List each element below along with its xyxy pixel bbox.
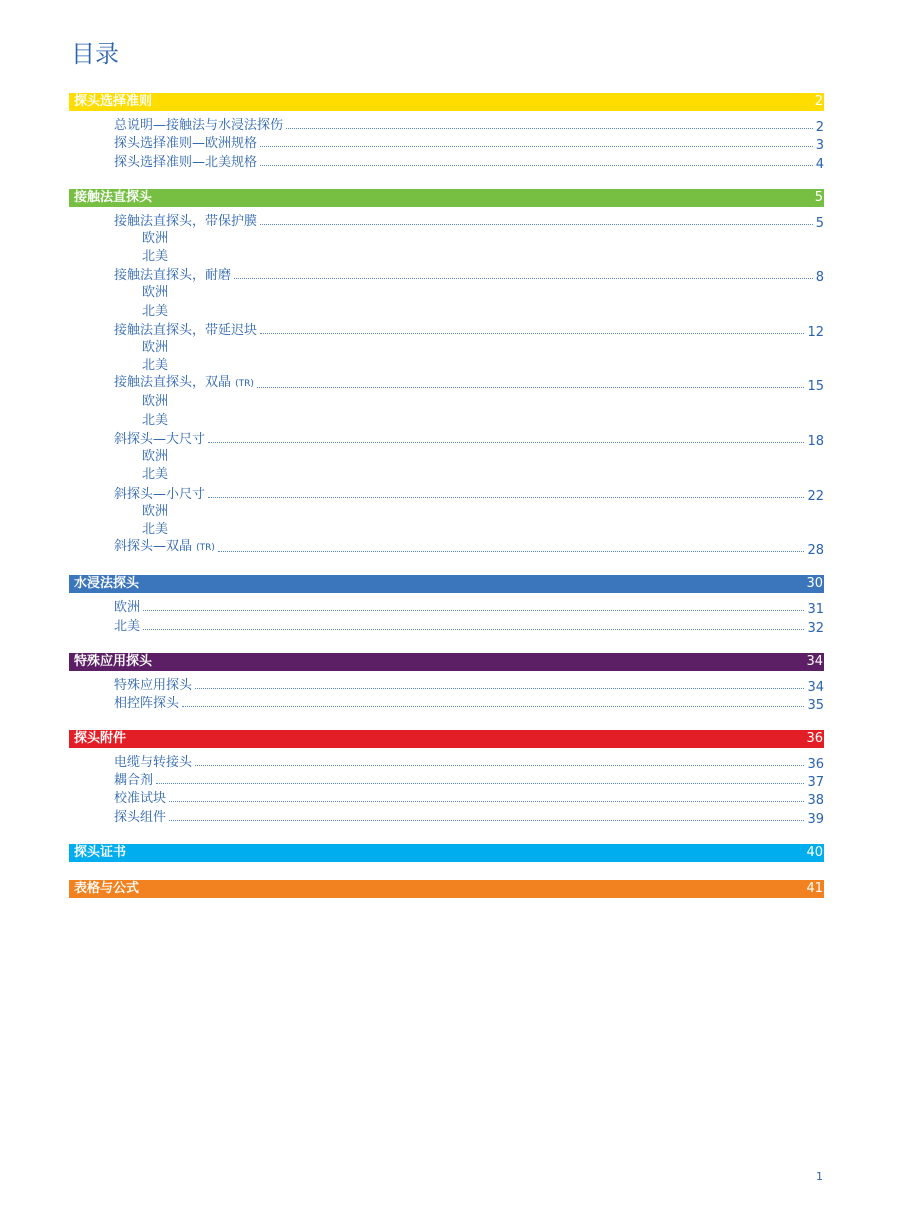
toc-entry-page-number: 32	[807, 620, 824, 636]
toc-subentry[interactable]: 北美	[142, 248, 169, 264]
toc-entry-text: 校准试块	[114, 791, 167, 807]
dotted-leader	[169, 820, 804, 821]
section-title: 探头选择准则	[74, 94, 153, 109]
toc-entry-text: 北美	[114, 618, 141, 634]
toc-entry-text: 接触法直探头，耐磨	[114, 268, 232, 284]
dotted-leader	[182, 706, 804, 707]
section-header-bar[interactable]	[69, 844, 824, 862]
toc-entry-page-number: 5	[815, 215, 824, 231]
toc-entry[interactable]	[69, 430, 824, 448]
toc-entry-text: 探头选择准则—北美规格	[114, 154, 258, 170]
toc-entry-label	[114, 431, 205, 448]
toc-entry-label	[114, 809, 166, 826]
section-page-number: 41	[806, 880, 823, 896]
toc-subentry[interactable]: 欧洲	[142, 230, 169, 246]
dotted-leader	[260, 165, 813, 166]
toc-subentry[interactable]: 北美	[142, 303, 169, 319]
section-title: 探头附件	[74, 730, 127, 746]
toc-entry-label	[114, 677, 192, 694]
dotted-leader	[208, 497, 804, 498]
toc-entry-label	[114, 374, 254, 393]
toc-entry-text: 接触法直探头，带延迟块	[114, 322, 258, 338]
dotted-leader	[195, 688, 804, 689]
toc-entry-label	[114, 213, 257, 230]
toc-entry-label	[114, 772, 153, 789]
dotted-leader	[143, 629, 804, 630]
toc-entry[interactable]	[69, 321, 824, 339]
toc-section	[69, 844, 824, 862]
toc-entry[interactable]	[69, 134, 824, 152]
dotted-leader	[260, 224, 813, 225]
toc-entry[interactable]	[69, 539, 824, 557]
section-page-number: 5	[814, 189, 823, 205]
toc-entry-text: 相控阵探头	[114, 695, 180, 711]
toc-entry-text: 探头组件	[114, 809, 167, 825]
toc-entry-text: 特殊应用探头	[114, 677, 193, 693]
toc-entry[interactable]	[69, 116, 824, 134]
toc-entry-page-number: 2	[815, 120, 824, 136]
section-header-bar[interactable]	[69, 189, 824, 207]
toc-entry-text: 欧洲	[114, 600, 141, 616]
toc-entry-page-number: 4	[815, 156, 824, 172]
toc-entry-page-number: 31	[807, 602, 824, 618]
dotted-leader	[195, 765, 804, 766]
toc-entry-text: 接触法直探头，双晶	[114, 375, 232, 391]
toc-entry-page-number: 38	[807, 793, 824, 809]
section-page-number: 36	[806, 730, 823, 746]
dotted-leader	[260, 146, 813, 147]
toc-section	[69, 189, 824, 558]
toc-entry-suffix: (TR)	[235, 379, 254, 390]
section-page-number: 40	[806, 844, 823, 860]
toc-entry-page-number: 39	[807, 811, 824, 827]
toc-entry-page-number: 12	[807, 324, 824, 340]
toc-entry[interactable]	[69, 375, 824, 393]
table-of-contents	[69, 93, 824, 916]
section-header-bar[interactable]	[69, 730, 824, 748]
toc-subentry[interactable]: 欧洲	[142, 339, 169, 355]
toc-entry[interactable]	[69, 616, 824, 634]
toc-entry-page-number: 8	[815, 270, 824, 286]
toc-entry[interactable]	[69, 789, 824, 807]
toc-entry-page-number: 15	[807, 379, 824, 395]
section-page-number: 2	[814, 94, 823, 109]
toc-subentry[interactable]: 北美	[142, 521, 169, 537]
dotted-leader	[260, 333, 804, 334]
toc-entry[interactable]	[69, 598, 824, 616]
toc-entry-page-number: 35	[807, 697, 824, 713]
dotted-leader	[218, 551, 805, 552]
toc-entry-page-number: 37	[807, 775, 824, 791]
toc-entry-label	[114, 695, 179, 712]
toc-entry-label	[114, 486, 205, 503]
section-title: 探头证书	[74, 844, 127, 860]
toc-entry-text: 探头选择准则—欧洲规格	[114, 136, 258, 152]
toc-entry[interactable]	[69, 753, 824, 771]
toc-entry-page-number: 18	[807, 434, 824, 449]
toc-entry-page-number: 28	[807, 543, 824, 559]
section-entries	[69, 212, 824, 558]
toc-entry[interactable]	[69, 484, 824, 502]
toc-entry[interactable]	[69, 807, 824, 825]
section-entries	[69, 116, 824, 171]
toc-entry-text: 斜探头—小尺寸	[114, 486, 206, 502]
dotted-leader	[156, 783, 804, 784]
section-entries	[69, 676, 824, 712]
toc-entry[interactable]	[69, 694, 824, 712]
toc-subentry[interactable]: 北美	[142, 358, 169, 374]
section-header-bar[interactable]	[69, 880, 824, 898]
dotted-leader	[286, 128, 813, 129]
toc-entry[interactable]	[69, 676, 824, 694]
toc-section	[69, 653, 824, 712]
toc-entry-text: 斜探头—大尺寸	[114, 432, 206, 447]
toc-entry-label	[114, 154, 257, 171]
page-title: 目录	[71, 40, 119, 68]
toc-entry-label	[114, 117, 283, 134]
toc-entry-page-number: 3	[815, 138, 824, 154]
dotted-leader	[143, 610, 804, 611]
toc-section	[69, 730, 824, 826]
toc-entry-text: 斜探头—双晶	[114, 539, 193, 555]
toc-entry-text: 接触法直探头，带保护膜	[114, 213, 258, 229]
toc-subentry[interactable]: 北美	[142, 467, 169, 483]
toc-section	[69, 575, 824, 634]
toc-entry[interactable]	[69, 152, 824, 170]
dotted-leader	[234, 278, 813, 279]
section-title: 特殊应用探头	[74, 653, 153, 669]
section-title: 表格与公式	[74, 880, 140, 896]
toc-entry[interactable]	[69, 266, 824, 284]
toc-entry-label	[114, 135, 257, 152]
toc-entry-page-number: 22	[807, 488, 824, 504]
toc-entry-text: 耦合剂	[114, 773, 154, 789]
section-header-bar[interactable]	[69, 575, 824, 593]
toc-subentry[interactable]: 欧洲	[142, 394, 169, 410]
toc-entry-text: 总说明—接触法与水浸法探伤	[114, 118, 284, 134]
toc-entry-label	[114, 538, 215, 557]
section-page-number: 30	[806, 576, 823, 592]
toc-section	[69, 880, 824, 898]
section-title: 水浸法探头	[74, 576, 140, 592]
toc-entry-label	[114, 267, 231, 284]
toc-entry-label	[114, 754, 192, 771]
toc-subentry[interactable]: 欧洲	[142, 285, 169, 301]
toc-entry-page-number: 34	[807, 679, 824, 695]
toc-entry[interactable]	[69, 771, 824, 789]
toc-entry-label	[114, 618, 140, 635]
section-title: 接触法直探头	[74, 189, 153, 205]
dotted-leader	[169, 801, 804, 802]
toc-entry-label	[114, 599, 140, 616]
toc-entry-label	[114, 322, 257, 339]
section-entries	[69, 753, 824, 826]
toc-entry-page-number: 36	[807, 757, 824, 773]
toc-subentry[interactable]: 欧洲	[142, 449, 169, 464]
section-page-number: 34	[806, 653, 823, 669]
dotted-leader	[257, 387, 805, 388]
toc-subentry[interactable]: 北美	[142, 412, 169, 428]
section-entries	[69, 598, 824, 634]
toc-subentry[interactable]: 欧洲	[142, 503, 169, 519]
section-header-bar[interactable]	[69, 653, 824, 671]
footer-page-number: 1	[816, 1170, 823, 1183]
toc-entry-label	[114, 790, 166, 807]
toc-entry-suffix: (TR)	[196, 543, 215, 554]
toc-section	[69, 93, 824, 171]
toc-entry[interactable]	[69, 212, 824, 230]
toc-entry-text: 电缆与转接头	[114, 755, 193, 771]
section-header-bar[interactable]	[69, 93, 824, 111]
dotted-leader	[208, 442, 804, 443]
